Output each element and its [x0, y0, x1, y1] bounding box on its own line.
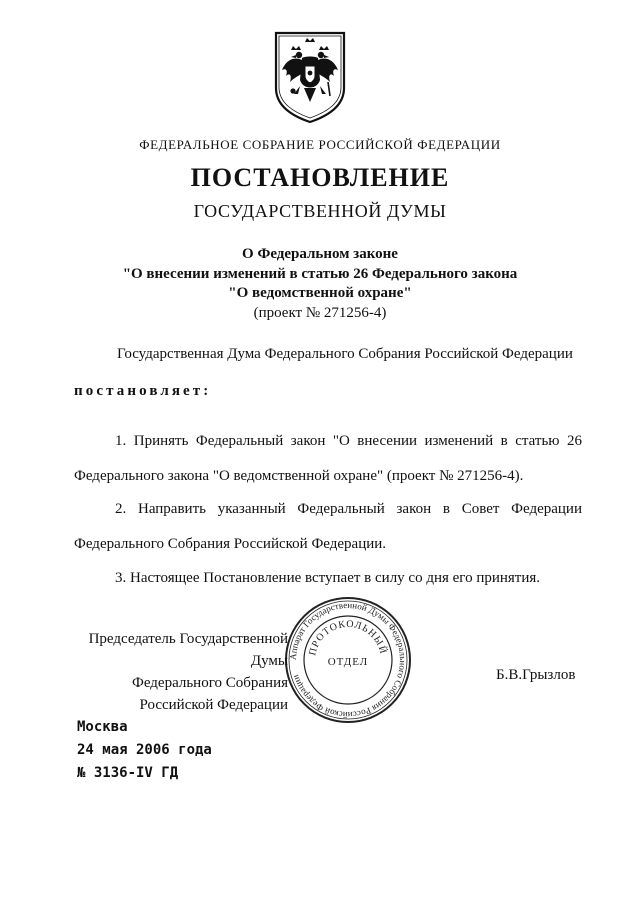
signatory-title-line-2: Федерального Собрания [131, 675, 288, 691]
clause-1-line-2: Федерального закона "О ведомственной охране" (проект № 271256-4). [74, 468, 524, 484]
stamp-middle-text: ПРОТОКОЛЬНЫЙ [307, 618, 389, 657]
signatory-name: Б.В.Грызлов [496, 667, 576, 683]
coat-of-arms-icon [272, 30, 348, 124]
assembly-heading: ФЕДЕРАЛЬНОЕ СОБРАНИЕ РОССИЙСКОЙ ФЕДЕРАЦИИ [139, 137, 501, 152]
footer-number: № 3136-IV ГД [77, 765, 179, 781]
footer-date: 24 мая 2006 года [77, 742, 212, 758]
subject-line-1: О Федеральном законе [242, 246, 398, 262]
decrees-word: постановляет: [74, 383, 212, 399]
clause-2-line-2: Федерального Собрания Российской Федерации. [74, 536, 387, 552]
clause-3-line-1: 3. Настоящее Постановление вступает в силу со дня его принятия. [115, 570, 541, 586]
preamble: Государственная Дума Федерального Собрания Российской Федерации [117, 346, 573, 362]
clause-3 [74, 561, 582, 596]
clause-1-line-1: 1. Принять Федеральный закон "О внесении изменений в статью 26 [115, 433, 582, 449]
document-subtitle: ГОСУДАРСТВЕННОЙ ДУМЫ [193, 201, 447, 221]
footer-place: Москва [77, 719, 128, 735]
subject-block [0, 245, 640, 323]
clause-2 [74, 492, 582, 562]
signatory-title [74, 628, 288, 716]
official-stamp [283, 595, 413, 725]
signatory-title-line-1: Председатель Государственной Думы [88, 631, 288, 669]
subject-line-2: "О внесении изменений в статью 26 Федерального закона [122, 265, 518, 282]
clause-1 [74, 424, 582, 494]
document-footer [77, 716, 212, 785]
subject-line-3: "О ведомственной охране" [228, 285, 412, 301]
stamp-center-text: ОТДЕЛ [327, 656, 369, 668]
document-title: ПОСТАНОВЛЕНИЕ [190, 163, 450, 192]
signatory-title-line-3: Российской Федерации [139, 697, 288, 713]
stamp-outer-text: Аппарат Государственной Думы Федерального Собрания Российской Федерации [287, 599, 409, 721]
subject-line-4: (проект № 271256-4) [253, 304, 387, 321]
clause-2-line-1: 2. Направить указанный Федеральный закон в Совет Федерации [115, 501, 582, 517]
